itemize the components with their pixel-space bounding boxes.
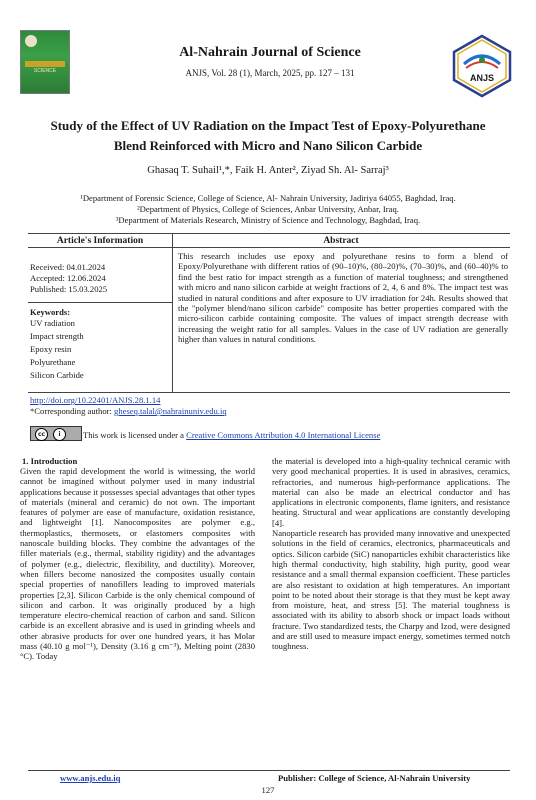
table-header-rule: [28, 247, 510, 248]
license-prefix: This work is licensed under a: [83, 430, 187, 440]
journal-meta: ANJS, Vol. 28 (1), March, 2025, pp. 127 – 131: [185, 68, 355, 78]
table-top-rule: [28, 233, 510, 234]
journal-title: Al-Nahrain Journal of Science: [179, 45, 361, 60]
affiliation-1: ¹Department of Forensic Science, College of Science, Al- Nahrain University, Jadiriya 64055, Baghdad, Iraq.: [80, 193, 456, 203]
affiliation-2: ²Department of Physics, College of Sciences, Anbar University, Anbar, Iraq.: [137, 204, 399, 214]
publisher: Publisher: College of Science, Al-Nahrain University: [278, 773, 471, 783]
logo-text: ANJS: [469, 73, 495, 83]
keywords-rule: [28, 302, 172, 303]
abstract-heading: Abstract: [323, 236, 359, 246]
keyword: Silicon Carbide: [30, 370, 84, 380]
cover-band: [25, 61, 65, 67]
corresponding-email-link[interactable]: gheseq.talal@nahrainuniv.edu.iq: [114, 406, 227, 416]
paragraph: the material is developed into a high-quality technical ceramic with very good mechanical properties. It is used in abrasives, ceramics, refractories, and numerous high-performance applications. The material can also be made an electrical conductor and has applications in electronic components, flame igniters, and resistance heating. Structural and wear applications are constantly developing [4].: [272, 456, 510, 528]
title-line-2: Blend Reinforced with Micro and Nano Silicon Carbide: [113, 138, 423, 153]
article-title: [20, 116, 516, 156]
keyword: Polyurethane: [30, 357, 76, 367]
info-heading: Article's Information: [56, 236, 144, 246]
anjs-logo: [450, 34, 514, 98]
affiliation-3: ³Department of Materials Research, Ministry of Science and Technology, Baghdad, Iraq.: [115, 215, 421, 225]
keyword: Epoxy resin: [30, 344, 72, 354]
keyword: UV radiation: [30, 318, 75, 328]
license-link[interactable]: Creative Commons Attribution 4.0 International License: [186, 430, 381, 440]
cc-icon: cc: [35, 428, 48, 441]
keyword: Impact strength: [30, 331, 84, 341]
keywords-heading: Keywords:: [30, 307, 71, 317]
cover-emblem: [25, 35, 37, 47]
corresponding-author: [30, 406, 227, 416]
abstract-text: This research includes use epoxy and polyurethane resins to form a blend of Epoxy/Polyurethane with different ratios of (90–10)%, (80–20)%, (70–30)%, and (60–40)% to find the best ratio for impact strength as a function of material toughness; and strengthened with micro and nano silicon carbide at weight fractions of 2, 4, 6 and 8%. The impact test was studied in natural conditions and after exposure to UV irradiation for 24h. Results showed that the "polymer blend/nano silicon carbide" composite has better properties compared with the micro-silicon carbide containing composite. The values of impact strength decrease with increasing the weight ratio for all samples. Values in the case of UV radiation are generally higher than values in natural conditions.: [178, 251, 508, 345]
cc-by-license-badge[interactable]: [30, 426, 82, 441]
right-column-text: [272, 456, 510, 652]
journal-website-link[interactable]: www.anjs.edu.iq: [60, 773, 121, 783]
paragraph: Nanoparticle research has provided many innovative and unexpected solutions in the field of ceramics, electronics, pharmaceuticals and optics. Silicon carbide (SiC) nanoparticles exhibit characteristics like high thermal conductivity, high stability, high purity, good wear resistance and a small thermal expansion coefficient. These particles are also resistant to oxidation at high temperatures. An important point to be noted about their storage is that they must be kept away from moisture, heat, and stress [5]. The material toughness is associated with its ability to absorb shock or impact loads without fracture. Two standardized tests, the Charpy and Izod, were designed and are still used to measure impact energy, sometimes termed notch toughness.: [272, 528, 510, 652]
corresponding-label: *Corresponding author:: [30, 406, 115, 416]
journal-cover-image: [20, 30, 70, 94]
page-number: 127: [261, 785, 275, 795]
authors: Ghasaq T. Suhail¹,*, Faik H. Anter², Ziyad Sh. Al- Sarraj³: [147, 165, 389, 176]
footer-rule: [28, 770, 510, 771]
left-column-text: [20, 466, 255, 662]
license-statement: [83, 430, 380, 440]
attribution-icon: i: [53, 428, 66, 441]
received-date: Received: 04.01.2024: [30, 262, 106, 272]
cover-text: SCIENCE: [33, 68, 57, 74]
section-heading-introduction: 1. Introduction: [22, 456, 78, 466]
table-bottom-rule: [28, 392, 510, 393]
title-line-1: Study of the Effect of UV Radiation on the Impact Test of Epoxy-Polyurethane: [50, 118, 486, 133]
paragraph: Given the rapid development the world is witnessing, the world cannot be imagined without polymer used in many industrial applications because it possesses special advantages that other types of materials (mineral and ceramic) do not own. The important features of polymer are ease of manufacture, oxidation resistance, and lightweight [1]. Nanocomposites are polymer e.g., thermoplastics, thermosets, or elastomers composites with nanoscale building blocks. They combine the advantages of the filler materials (e.g., thermal, stability rigidity) and the advantages of polymer (e.g., dielectric, flexibility, and ductility). Moreover, when fillers become nanosized the composites usually contain special properties of nanofillers leading to improved materials properties [2,3]. Silicon Carbide is the only chemical compound of silicon and carbon. It was originally produced by a high temperature electro-chemical reaction of carbon and sand. Silicon carbide is an excellent abrasive and is used in grinding wheels and other abrasive products for over one hundred years, it has Molar mass (40.10 g mol⁻¹), Density (3.16 g cm⁻³), Melting point (2830 °C). Today: [20, 466, 255, 662]
table-column-divider: [172, 233, 173, 392]
published-date: Published: 15.03.2025: [30, 284, 108, 294]
doi-link[interactable]: http://doi.org/10.22401/ANJS.28.1.14: [30, 395, 161, 405]
accepted-date: Accepted: 12.06.2024: [30, 273, 106, 283]
